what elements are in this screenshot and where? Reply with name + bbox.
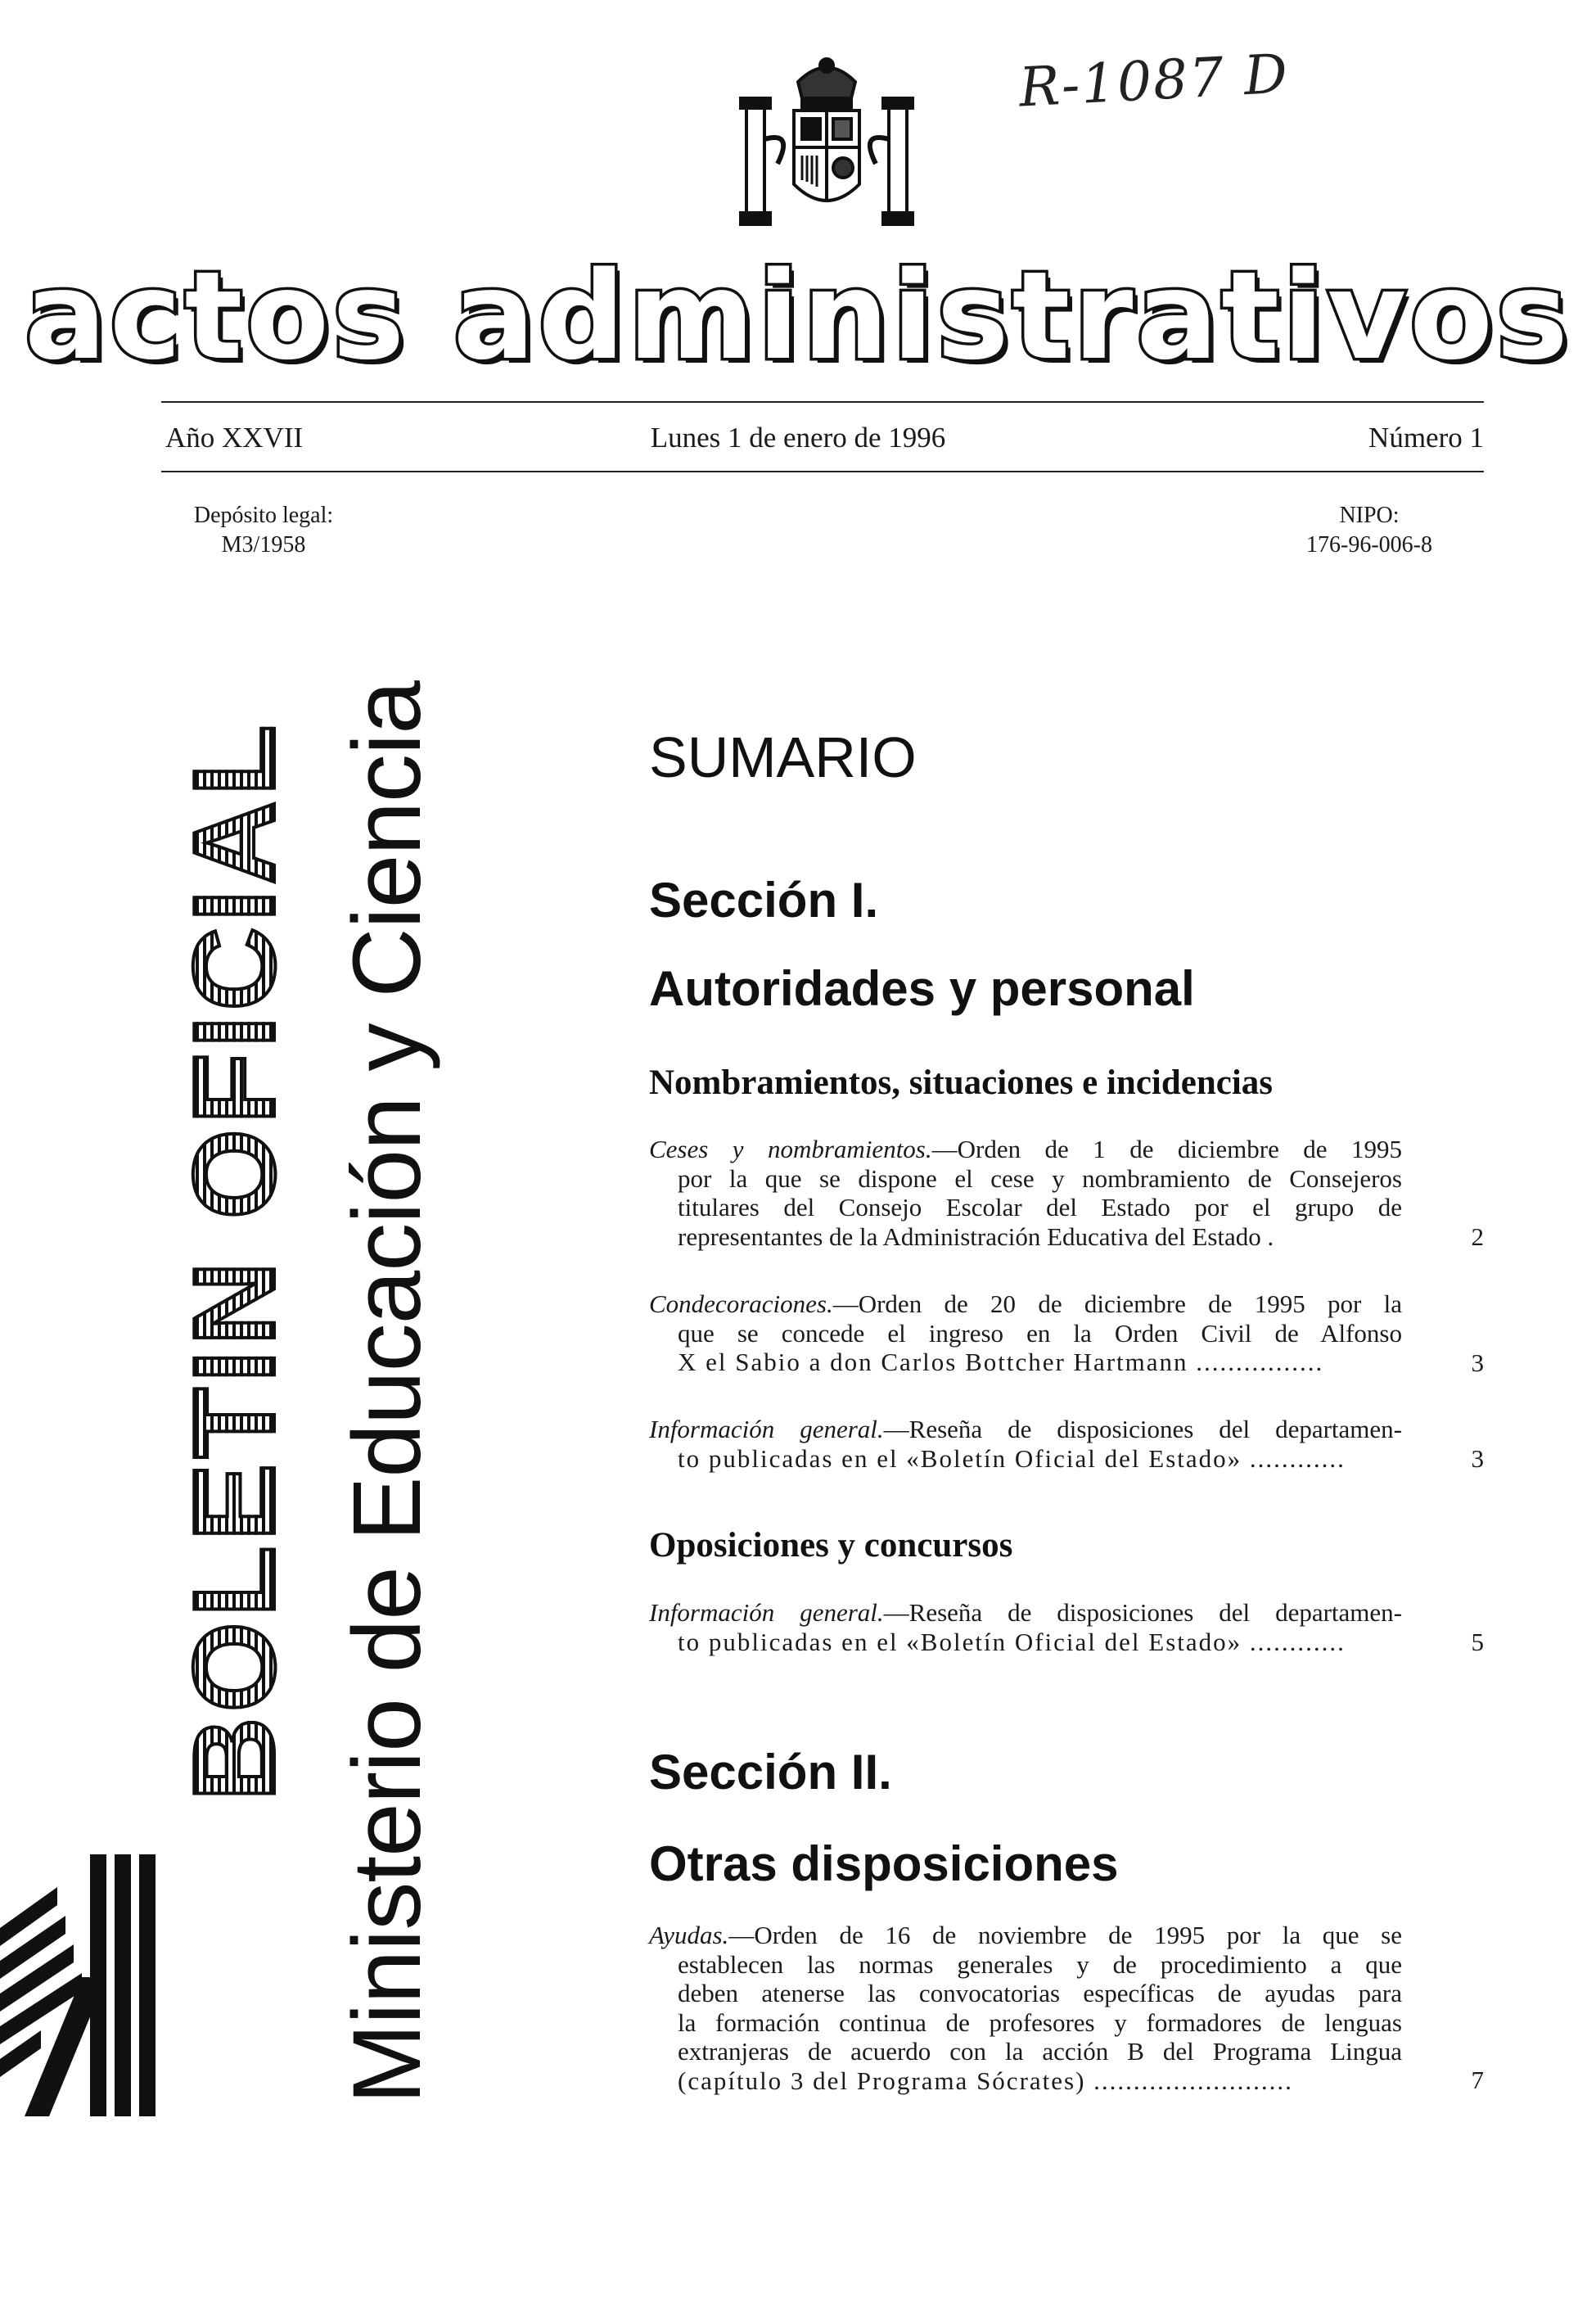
handwritten-reference: R-1087 D [1017,42,1291,120]
nipo-label: NIPO: [1339,503,1400,528]
entry-page-number: 7 [1471,2066,1484,2094]
issue-year: Año XXVII [165,422,304,454]
entry-page-number: 2 [1471,1222,1484,1251]
entry-line: to publicadas en el «Boletín Oficial del Estado» ............ [678,1627,1346,1656]
entry-rubric: Ayudas. [649,1921,729,1949]
section-2-subtitle: Otras disposiciones [649,1836,1119,1891]
section-1-subtitle: Autoridades y personal [649,961,1195,1016]
ministry-logo-icon [0,1854,172,2116]
entry-line: representantes de la Administración Educativa del Estado . [678,1221,1274,1251]
entry-line: titulares del Consejo Escolar del Estado por el grupo de [678,1193,1402,1221]
entry-line: que se concede el ingreso en la Orden Civil de Alfonso [678,1318,1402,1348]
entry-line: (capítulo 3 del Programa Sócrates) ......................... [678,2066,1293,2095]
deposito-value: M3/1958 [221,532,306,558]
entry-rubric: Condecoraciones. [649,1289,833,1318]
subsection-nombramientos: Nombramientos, situaciones e incidencias [649,1063,1274,1102]
entry-line: —Orden de 1 de diciembre de 1995 [931,1135,1402,1163]
section-1-title: Sección I. [649,873,879,928]
deposito-legal [161,501,366,560]
issue-number: Número 1 [1368,422,1484,454]
entry-page-number: 3 [1471,1444,1484,1473]
entry-ceses-nombramientos [649,1135,1402,1251]
royal-coat-of-arms-icon [728,49,925,237]
entry-page-number: 5 [1471,1628,1484,1656]
entry-line: —Orden de 20 de diciembre de 1995 por la [832,1289,1402,1318]
ministerio-vertical-title: Ministerio de Educación y Ciencia [333,681,441,2104]
entry-page-number: 3 [1471,1348,1484,1377]
section-2-title: Sección II. [649,1745,892,1800]
entry-line: extranjeras de acuerdo con la acción B del Programa Lingua [678,2037,1402,2066]
entry-rubric: Información general. [649,1598,884,1627]
entry-ayudas [649,1921,1402,2095]
nipo-value: 176-96-006-8 [1306,532,1432,558]
entry-rubric: Ceses y nombramientos. [649,1135,932,1163]
entry-line: X el Sabio a don Carlos Bottcher Hartmann ................ [678,1348,1324,1376]
header-rule-top [161,401,1484,403]
header-rule-bottom [161,471,1484,472]
entry-informacion-general-oposiciones [649,1598,1402,1656]
entry-line: por la que se dispone el cese y nombramiento de Consejeros [678,1163,1402,1193]
sumario-heading: SUMARIO [649,725,917,789]
nipo [1255,501,1484,560]
issue-date: Lunes 1 de enero de 1996 [650,422,946,454]
entry-line: deben atenerse las convocatorias específicas de ayudas para [678,1979,1402,2007]
entry-line: —Reseña de disposiciones del departamen- [883,1598,1402,1627]
boletin-oficial-vertical-title: BOLETIN OFICIAL [168,720,302,1801]
entry-line: —Reseña de disposiciones del departamen- [883,1415,1402,1443]
entry-line: establecen las normas generales y de procedimiento a que [678,1949,1402,1979]
entry-line: —Orden de 16 de noviembre de 1995 por la que se [728,1921,1402,1949]
entry-informacion-general [649,1415,1402,1473]
subsection-oposiciones: Oposiciones y concursos [649,1526,1013,1565]
deposito-label: Depósito legal: [193,503,334,528]
masthead-title: actos administrativos [25,246,1571,386]
entry-line: to publicadas en el «Boletín Oficial del Estado» ............ [678,1443,1346,1473]
entry-line: la formación continua de profesores y formadores de lenguas [678,2007,1402,2037]
entry-rubric: Información general. [649,1415,884,1443]
entry-condecoraciones [649,1289,1402,1377]
